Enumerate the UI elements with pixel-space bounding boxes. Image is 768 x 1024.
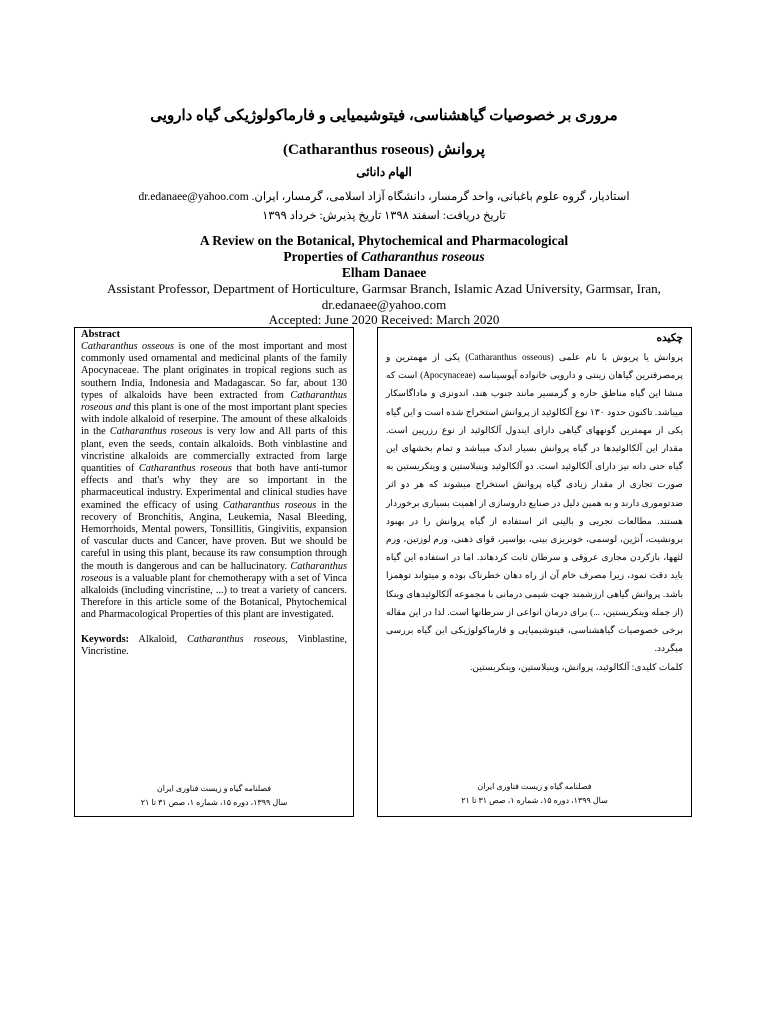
species-name: Catharanthus roseous xyxy=(81,560,347,584)
abstract-heading: Abstract xyxy=(81,329,121,340)
species-name: Catharanthus roseous xyxy=(109,426,203,438)
persian-dates: تاریخ دریافت: اسفند ۱۳۹۸ تاریخ پذیرش: خرداد ۱۳۹۹ xyxy=(262,210,506,222)
abstract-body xyxy=(81,341,347,622)
journal-name: فصلنامه گیاه و زیست فناوری ایران xyxy=(477,782,592,791)
species-name: Catharanthus roseous xyxy=(138,463,232,475)
species-name: Catharanthus roseous xyxy=(222,499,317,511)
english-title-species: Catharanthus roseous xyxy=(361,249,485,264)
abstract-text: in the recovery of Bronchitis, Angina, Leukemia, Nasal Bleeding, Hemorrhoids, Mental powers, Tonsillitis, Gingivitis, expansion of vascular ducts and Cancer, have proven. But we should be careful in using this plant, because its raw consumption through the mouth is dangerous and can be hallucinatory. xyxy=(81,499,347,572)
english-title xyxy=(80,233,688,265)
abstract-text: is one of the most important and most commonly used ornamental and medicinal plants of the family Apocynaceae. The plant originates in tropical regions such as southern India, Indonesia and Madagascar. So far, about 130 types of alkaloids have been extracted from xyxy=(81,341,347,401)
journal-name: فصلنامه گیاه و زیست فناوری ایران xyxy=(156,784,272,793)
english-box-footer xyxy=(75,782,353,810)
persian-affiliation: استادیار، گروه علوم باغبانی، واحد گرمسار، دانشگاه آزاد اسلامی، گرمسار، ایران. dr.edanaee@yahoo.com xyxy=(138,191,630,203)
keywords-species: Catharanthus roseous xyxy=(186,633,286,645)
journal-issue: سال ۱۳۹۹، دوره ۱۵، شماره ۱، صص ۳۱ تا ۲۱ xyxy=(140,798,288,807)
abstract-text: is a valuable plant for chemotherapy with a set of Vinca alkaloids (including vincristine, ...) to treat a variety of cancers. Therefore in this article some of the Botanical, Phytochemical and Pharmacological Properties of this plant are investigated. xyxy=(81,572,347,621)
persian-title-line1: مروری بر خصوصیات گیاهشناسی، فیتوشیمیایی و فارماکولوژیکی گیاه دارویی xyxy=(150,108,618,124)
keywords-text: , Vinblastine, Vincristine. xyxy=(81,633,347,657)
persian-box-footer xyxy=(378,780,691,808)
persian-keywords: کلمات کلیدی: آلکالوئید، پروانش، وینبلاستین، وینکریستین. xyxy=(470,662,683,673)
journal-issue: سال ۱۳۹۹، دوره ۱۵، شماره ۱، صص ۳۱ تا ۲۱ xyxy=(461,796,608,805)
keywords-label: Keywords: xyxy=(81,633,130,645)
english-keywords xyxy=(81,634,347,658)
species-name: Catharanthus roseous and xyxy=(81,389,347,414)
persian-author: الهام دانائی xyxy=(356,165,412,179)
persian-title-line2: پروانش (Catharanthus roseous) xyxy=(283,142,485,158)
english-abstract-box xyxy=(74,327,354,817)
persian-abstract-box xyxy=(377,327,692,817)
persian-abstract-heading: چکیده xyxy=(656,333,683,344)
english-title-line2-prefix: Properties of xyxy=(283,249,362,264)
abstract-text: that both have anti-tumor effects and that's why they are so important in the pharmaceutical industry. Experimental and clinical studies have examined the efficacy of using xyxy=(81,463,348,511)
english-dates: Accepted: June 2020 Received: March 2020 xyxy=(268,312,500,327)
keywords-text: Alkaloid, xyxy=(129,633,187,645)
abstract-text: is very low and All parts of this plant, even the seeds, contain alkaloids. Both vinblastine and vincristine alkaloids are commercially extracted from large quantities of xyxy=(81,426,347,475)
species-name: Catharanthus osseous xyxy=(81,341,175,352)
persian-abstract-body: پروانش یا پریوش با نام علمی (Catharanthus osseous) یکی از مهمترین و پرمصرفترین گیاهان زینتی و دارویی خانواده آپوسیناسه (Apocynaceae) است که منشا این گیاه مناطق حاره و گرمسیر مانند جنوب هند، اندونزی و ماداگاسکار میباشد. تاکنون حدود ۱۳۰ نوع آلکالوئید از پروانش استخراج شده است و این گیاه یکی از مهمترین گونههای گیاهی دارای ایندول آلکالوئید از نوع رزرپین است. مقدار این آلکالوئیدها در گیاه پروانش بسیار اندک میباشد و تمام بخشهای این گیاه حتی دانه نیز دارای آلکالوئید است. دو آلکالوئید وینبلاستین و وینکریستین به صورت تجاری از مقدار زیادی گیاه پروانش استخراج میشوند که هر دو اثر ضدتوموری دارند و به همین دلیل در صنایع داروسازی از اهمیت بسیاری برخوردار هستند. مطالعات تجربی و بالینی اثر استفاده از گیاه پروانش را در بهبود برونشیت، آنژین، لوسمی، خونریزی بینی، بواسیر، قوای ذهنی، ورم لوزتین، ورم لثهها، بازکردن مجاری عروقی و سرطان ثابت کردهاند. اما در استفاده این گیاه باید دقت نمود، زیرا مصرف خام آن از راه دهان خطرناک بوده و میتواند توهمزا باشد. پروانش گیاهی ارزشمند جهت شیمی درمانی با مجموعه آلکالوئیدهای وینکا (از جمله وینکریستین، ...) برای درمان انواعی از سرطانها است. لذا در این مقاله برخی خصوصیات گیاهشناسی، فیتوشیمیایی و فارماکولوژیکی این گیاه بررسی میگردد. xyxy=(386,352,684,654)
english-affiliation: Assistant Professor, Department of Horticulture, Garmsar Branch, Islamic Azad University, Garmsar, Iran, dr.edanaee@yahoo.com xyxy=(107,281,661,312)
abstract-text: this plant is one of the most important plant species with indole alkaloid of reserpine. The amount of these alkaloids in the xyxy=(81,402,347,438)
english-author: Elham Danaee xyxy=(341,265,427,280)
english-title-line1: A Review on the Botanical, Phytochemical and Pharmacological xyxy=(199,233,569,248)
